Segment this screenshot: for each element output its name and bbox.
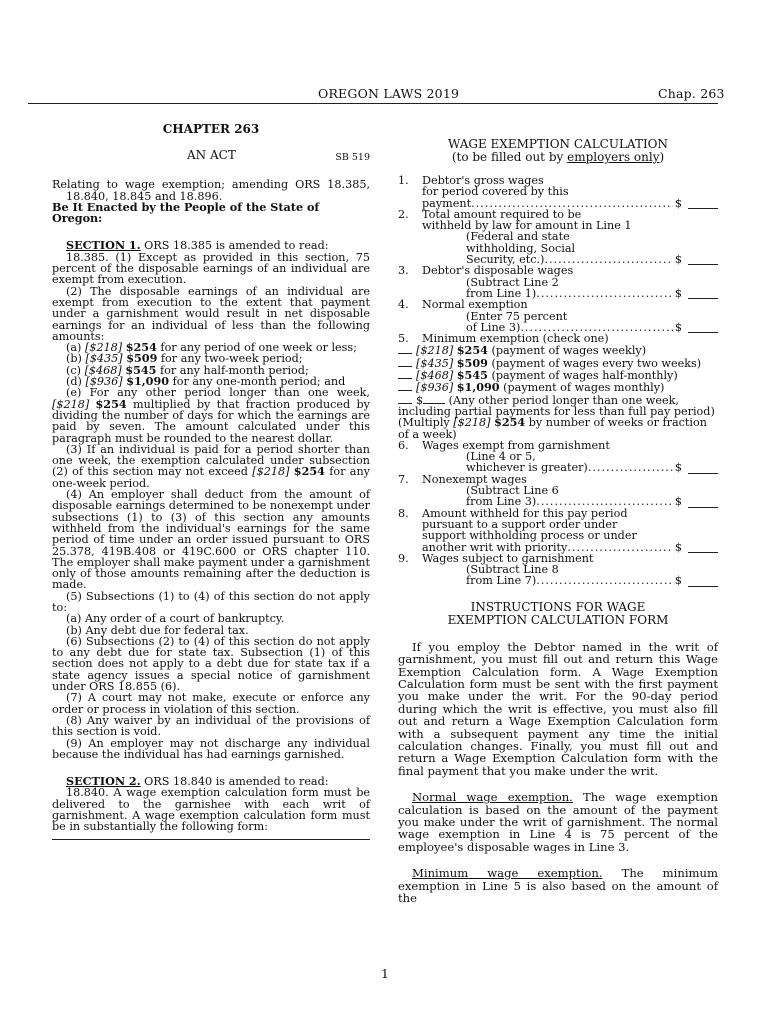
deleted-amount: [$468] (416, 369, 454, 383)
section-1-paragraph: (5) Subsections (1) to (4) of this section do not apply to: (52, 589, 370, 614)
line-label: Normal exemption (422, 298, 528, 312)
form-line (398, 508, 718, 553)
line-label: Debtor's gross wages (422, 174, 544, 187)
line-label: support withholding process or under (422, 529, 637, 543)
new-amount: $545 (125, 362, 157, 377)
exemption-options (398, 344, 718, 439)
checkbox-blank[interactable] (398, 357, 412, 367)
line-label: (Enter 75 percent (466, 309, 568, 323)
new-amount: $1,090 (126, 374, 170, 389)
section-2-intro: ORS 18.840 is amended to read: (140, 775, 329, 789)
amount-list (52, 342, 370, 387)
item-text: for any two-week period; (157, 352, 303, 366)
item-text: for any half-month period; (156, 363, 309, 377)
deleted-amount: [$435] (85, 352, 123, 366)
section-1-paragraph: (8) Any waiver by an individual of the provisions of this section is void. (52, 713, 370, 739)
line-label: Wages exempt from garnishment (422, 438, 610, 452)
line-label: for period covered by this (422, 185, 569, 199)
running-header-chapter: Chap. 263 (658, 86, 725, 101)
new-amount: $254 (456, 343, 488, 358)
instructions-title: INSTRUCTIONS FOR WAGE (470, 599, 646, 614)
dollar-sign: $ (674, 320, 682, 334)
text-run: (e) For any other period longer than one week, (66, 386, 370, 400)
line-label: Amount withheld for this pay period (422, 506, 628, 520)
bill-number: SB 519 (335, 152, 370, 164)
line-label: another writ with priority (422, 540, 568, 554)
option-text: (payment of wages every two weeks) (487, 356, 702, 370)
form-line (398, 209, 718, 265)
line-number: 3. (398, 264, 409, 278)
amount-blank[interactable] (688, 255, 718, 265)
deleted-amount: [$218] (52, 397, 90, 411)
option-text: (payment of wages monthly) (499, 381, 665, 395)
item-prefix: (a) (66, 341, 85, 355)
exemption-option (398, 369, 718, 381)
right-column (398, 138, 718, 904)
checkbox-blank[interactable] (398, 394, 412, 404)
exemption-option (398, 394, 718, 440)
amount-blank[interactable] (688, 577, 718, 587)
line-label: from Line 7) (466, 574, 537, 588)
line-label: Security, etc.) (466, 253, 545, 267)
deleted-amount: [$468] (84, 363, 122, 377)
line-number: 1. (398, 174, 409, 187)
line-label: pursuant to a support order under (422, 517, 618, 531)
option-text: by number of weeks or fraction of a week) (398, 416, 707, 441)
text-run: for any one-week period. (52, 465, 370, 490)
item-text: for any one-month period; and (169, 375, 346, 389)
new-amount: $1,090 (456, 380, 500, 395)
instructions-paragraph (398, 867, 718, 904)
line-label: Minimum exemption (check one) (422, 332, 609, 346)
act-heading-row (52, 145, 370, 169)
checkbox-blank[interactable] (398, 369, 412, 379)
line-number: 5. (398, 332, 409, 346)
section-1-label: SECTION 1. (66, 238, 141, 253)
dollar-sign: $ (674, 196, 682, 210)
calculation-form (398, 175, 718, 587)
instructions-title: EXEMPTION CALCULATION FORM (447, 612, 669, 627)
deleted-amount: [$218] (416, 344, 454, 358)
line-label: from Line 3) (466, 495, 537, 509)
line-label: (Subtract Line 2 (466, 275, 559, 289)
deleted-amount: [$936] (85, 375, 123, 389)
page-number: 1 (381, 966, 389, 981)
an-act-label: AN ACT (187, 148, 236, 163)
option-text: (payment of wages weekly) (487, 344, 647, 358)
line-label: withheld by law for amount in Line 1 (422, 219, 632, 233)
section-1-paragraph (52, 387, 370, 443)
line-label: whichever is greater) (466, 461, 588, 475)
checkbox-blank[interactable] (398, 344, 412, 354)
left-column (52, 124, 370, 840)
form-line (398, 474, 718, 508)
section-1-item: (b) Any debt due for federal tax. (66, 623, 249, 637)
running-header-title: OREGON LAWS 2019 (318, 86, 460, 101)
line-entry (422, 496, 718, 507)
text-run: The wage exemption calculation is based on the amount of the payment you make under the writ of garnishment. The normal wage exemption in Line 4 is 75 percent of the employee's disposable wages in Line 3. (398, 790, 718, 854)
line-label: (Line 4 or 5, (466, 450, 536, 464)
text-run: Minimum wage exemption. (412, 866, 603, 881)
option-text: (payment of wages half-monthly) (487, 369, 678, 383)
section-1-paragraph: (6) Subsections (2) to (4) of this section do not apply to any debt due for state tax. Subsection (1) of this section does not apply to a debt due for state tax if a state agency issues a special notice of garnishment under ORS 18.855 (6). (52, 634, 370, 694)
checkbox-blank[interactable] (398, 381, 412, 391)
form-line (398, 553, 718, 587)
line-number: 4. (398, 298, 409, 312)
form-line (398, 333, 718, 344)
new-amount: $254 (293, 464, 325, 479)
text-run: ) (659, 150, 665, 164)
form-title: WAGE EXEMPTION CALCULATION (447, 137, 669, 151)
chapter-heading: CHAPTER 263 (162, 122, 260, 136)
section-2-label: SECTION 2. (66, 774, 141, 789)
option-text: (Any other period longer than one week, including partial payments for less than full pay period) (Multiply (398, 393, 715, 430)
section-2-paragraph: 18.840. A wage exemption calculation form must be delivered to the garnishee with each writ of garnishment. A wage exemption calculation form must be in substantially the following form: (52, 786, 370, 834)
amount-blank[interactable] (688, 543, 718, 553)
new-amount: $254 (494, 415, 526, 430)
section-1-paragraph: (7) A court may not make, execute or enforce any order or process in violation of this section. (52, 691, 370, 716)
amount-blank[interactable] (688, 323, 718, 333)
header-rule (28, 103, 718, 104)
line-label: payment (422, 196, 472, 210)
item-text: for any period of one week or less; (156, 341, 357, 355)
new-amount: $254 (95, 396, 127, 411)
leader-dots (536, 288, 673, 299)
dollar-sign: $ (674, 495, 682, 509)
dollar-sign: $ (674, 574, 682, 588)
dollar-sign: $ (674, 540, 682, 554)
section-1-paragraph: 18.385. (1) Except as provided in this section, 75 percent of the disposable earnings of an individual are exempt from execution. (52, 250, 370, 287)
line-number: 8. (398, 506, 409, 520)
line-entry (422, 575, 718, 586)
text-run: The minimum exemption in Line 5 is also based on the amount of the (398, 866, 719, 905)
form-subtitle (398, 151, 718, 164)
exemption-option (398, 344, 718, 356)
line-number: 6. (398, 438, 409, 452)
section-1-intro: ORS 18.385 is amended to read: (140, 239, 329, 253)
amount-blank[interactable] (688, 289, 718, 299)
line-label: Debtor's disposable wages (422, 264, 574, 278)
amount-blank[interactable] (688, 199, 718, 209)
section-1-paragraph: (9) An employer may not discharge any individual because the individual has had earnings garnished. (52, 736, 370, 761)
deleted-amount: [$218] (84, 341, 123, 355)
leader-dots (536, 575, 673, 586)
section-divider (52, 839, 370, 840)
item-prefix: (d) (66, 375, 86, 389)
form-line (398, 175, 718, 209)
instructions-paragraph: If you employ the Debtor named in the writ of garnishment, you must fill out and return this Wage Exemption Calculation form. A Wage Exemption Calculation form must be sent with the first payment you make under the writ. For the 90-day period during which the writ is effective, you must also fill out and return a Wage Exemption Calculation form with a subsequent payment any time the initial calculation changes. Finally, you must fill out and return a Wage Exemption Calculation form with the final payment that you make under the writ. (398, 639, 718, 778)
form-line (398, 440, 718, 474)
dollar-sign: $ (416, 393, 424, 407)
line-label: (Federal and state (466, 230, 570, 244)
line-label: of Line 3) (466, 320, 521, 334)
leader-dots (536, 496, 673, 507)
amount-blank[interactable] (688, 498, 718, 508)
new-amount: $509 (456, 355, 488, 370)
line-label: (Subtract Line 8 (466, 563, 559, 577)
enacting-clause: Be It Enacted by the People of the State of Oregon: (52, 199, 320, 226)
section-1-paragraph: (4) An employer shall deduct from the amount of disposable earnings determined to be nonexempt under subsections (1) to (3) of this section any amounts withheld from the individual's earnings for the same period of time under an order issued pursuant to ORS 25.378, 419B.408 or 419C.600 or ORS chapter 110. The employer shall make payment under a garnishment only of those amounts remaining after the deduction is made. (52, 488, 370, 592)
text-run: employers only (567, 150, 660, 164)
line-label: (Subtract Line 6 (466, 484, 559, 498)
new-amount: $254 (125, 340, 157, 355)
form-line (398, 299, 718, 333)
exemption-option (398, 357, 718, 369)
line-label: Total amount required to be (422, 207, 582, 221)
form-line (398, 265, 718, 299)
text-run: (3) If an individual is paid for a period shorter than one week, the exemption calculated under subsection (2) of this section may not exceed (52, 442, 370, 479)
line-label: Wages subject to garnishment (422, 551, 594, 565)
line-label: Nonexempt wages (422, 472, 527, 486)
line-number: 7. (398, 472, 409, 486)
section-1-paragraph (52, 444, 370, 489)
leader-dots (588, 462, 673, 473)
exemption-option (398, 381, 718, 393)
instructions-paragraph (398, 791, 718, 853)
section-1-paragraph: (2) The disposable earnings of an individual are exempt from execution to the extent that payment under a garnishment would result in net disposable earnings for an individual of less than the following amounts: (52, 284, 370, 343)
amount-blank[interactable] (688, 464, 718, 474)
text-run: Normal wage exemption. (412, 790, 573, 805)
item-prefix: (c) (66, 363, 85, 377)
amount-blank[interactable] (423, 394, 445, 404)
text-run: multiplied by that fraction produced by dividing the number of days for which the earnings are paid by seven. The amount calculated under this paragraph must be rounded to the nearest dollar. (52, 397, 370, 445)
deleted-amount: [$218] (252, 465, 290, 479)
line-number: 9. (398, 551, 409, 565)
dollar-sign: $ (674, 461, 682, 475)
deleted-amount: [$218] (453, 416, 491, 430)
dollar-sign: $ (674, 253, 682, 267)
text-run: (to be filled out by (451, 150, 568, 164)
new-amount: $545 (456, 368, 488, 383)
deleted-amount: [$936] (416, 381, 454, 395)
line-number: 2. (398, 207, 409, 221)
section-1-item: (a) Any order of a court of bankruptcy. (66, 612, 285, 626)
line-label: from Line 1) (466, 286, 537, 300)
line-label: withholding, Social (466, 241, 576, 255)
dollar-sign: $ (674, 286, 682, 300)
item-prefix: (b) (66, 352, 86, 366)
deleted-amount: [$435] (416, 356, 454, 370)
relating-clause: Relating to wage exemption; amending ORS 18.385, 18.840, 18.845 and 18.896. (52, 178, 370, 203)
new-amount: $509 (126, 351, 158, 366)
